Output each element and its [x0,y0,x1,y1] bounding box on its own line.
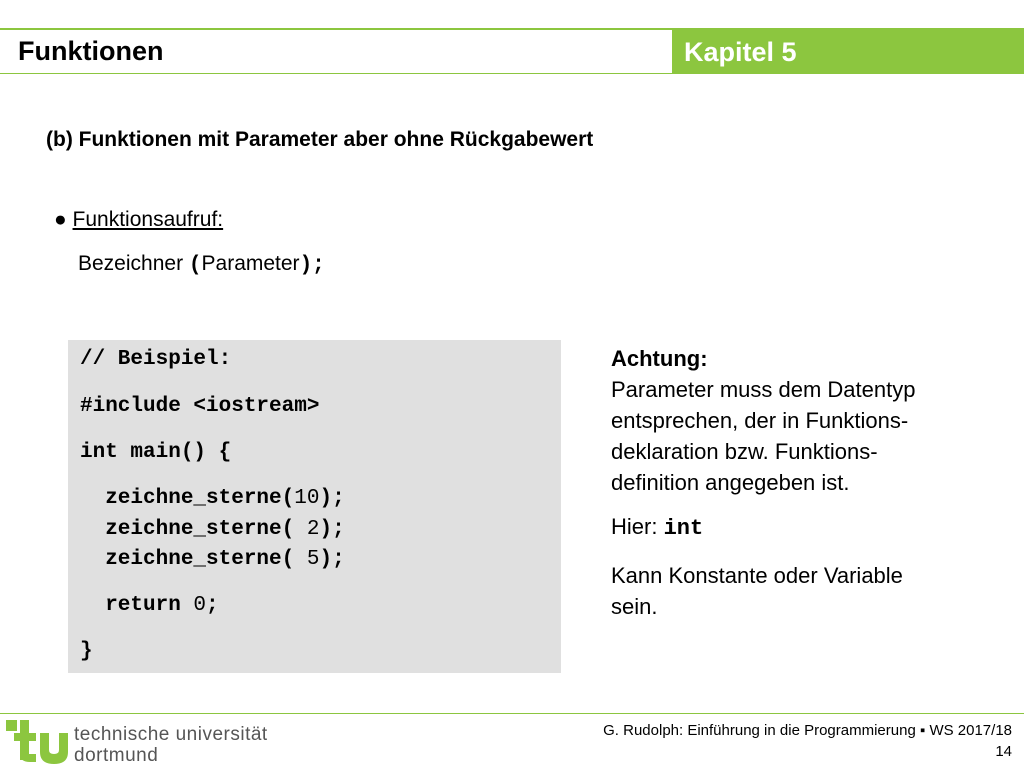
syntax-close: ); [299,254,325,277]
code-call-name: zeichne_sterne [80,487,282,510]
code-return-end: ; [206,594,219,617]
code-main-paren: () [180,441,207,464]
note-text-line: entsprechen, der in Funktions- [611,408,909,433]
page-number: 14 [995,743,1012,760]
code-main-decl: int main [80,441,181,464]
tu-logo-letters [4,718,5,719]
footer-rule [0,713,1024,714]
university-name-line-2: dortmund [74,745,159,766]
code-example-box [68,340,561,673]
code-line-end-brace: } [80,640,93,663]
code-call-arg: 5 [306,548,320,571]
note-const-line: sein. [611,594,658,619]
code-line-main [80,441,231,464]
code-line-return [80,594,219,617]
code-line-call-2 [80,518,345,541]
tu-logo [4,718,68,771]
note-text-line: Parameter muss dem Datentyp [611,377,916,402]
footer-course: G. Rudolph: Einführung in die Programmierung ▪ WS 2017/18 [603,722,1012,739]
code-call-arg: 2 [306,518,320,541]
code-return-keyword: return [80,594,194,617]
note-const-line: Kann Konstante oder Variable [611,563,903,588]
code-line-comment: // Beispiel: [80,348,232,371]
note-hier-type: int [663,516,704,541]
code-call-open: ( [281,548,307,571]
tu-logo-icon [4,718,68,766]
code-call-open: ( [281,518,307,541]
code-call-name: zeichne_sterne [80,518,282,541]
bullet-marker: ● [54,208,67,231]
bullet-label: Funktionsaufruf: [72,208,224,231]
code-return-value: 0 [193,594,207,617]
code-call-arg: 10 [294,487,320,510]
chapter-label: Kapitel 5 [684,37,797,67]
note-text-line: deklaration bzw. Funktions- [611,439,878,464]
code-call-close: ); [319,548,345,571]
note-hier [611,511,703,544]
slide-title: Funktionen [18,36,164,66]
code-line-call-3 [80,548,345,571]
note-hier-label: Hier: [611,514,664,539]
university-name-line-1: technische universität [74,724,268,745]
code-line-call-1 [80,487,345,510]
code-call-name: zeichne_sterne [80,548,282,571]
syntax-parameter: Parameter [201,252,300,275]
note-text-line: definition angegeben ist. [611,470,850,495]
syntax-open-paren: ( [188,254,202,277]
section-subtitle: (b) Funktionen mit Parameter aber ohne Rückgabewert [46,128,594,151]
bullet-item [54,208,223,232]
code-call-close: ); [319,487,345,510]
note-heading: Achtung: [611,346,708,371]
code-line-include: #include <iostream> [80,395,320,418]
code-call-close: ); [319,518,345,541]
chapter-box [672,30,1024,73]
syntax-identifier: Bezeichner [78,252,189,275]
call-syntax [78,252,325,277]
code-call-open: ( [281,487,295,510]
code-main-brace: { [206,441,232,464]
header-bottom-rule [0,73,1024,74]
